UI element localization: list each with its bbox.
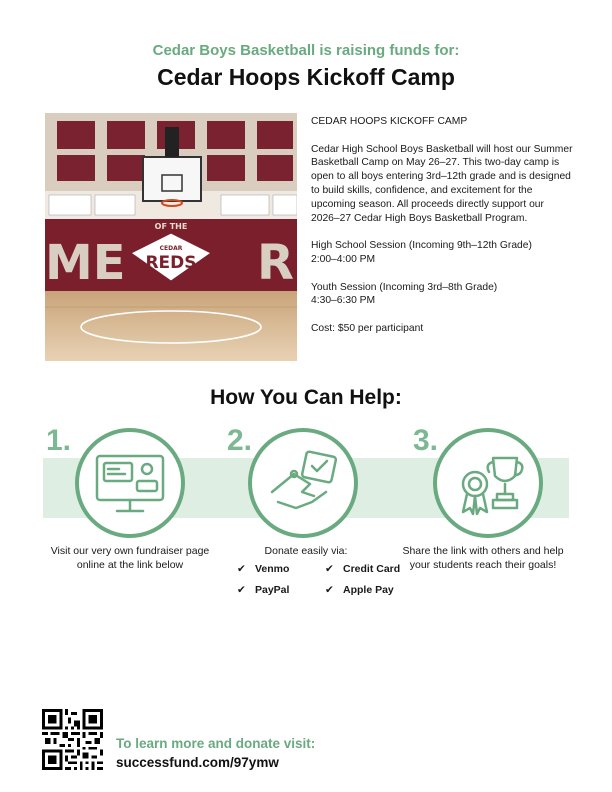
computer-icon [79,432,181,534]
description-body: Cedar High School Boys Basketball will host our Summer Basketball Camp on May 26–27. This two-day camp is open to all boys entering 3rd–12th grade and is designed to build skills, confidence, and excitement for the upcoming season. All proceeds directly support our 2026–27 Cedar High Boys Basketball Program. [311,143,573,224]
step-3-circle [433,428,543,538]
payment-credit-card-label: Credit Card [343,563,401,575]
step-3-number: 3. [413,424,439,457]
payment-paypal [237,584,289,596]
payment-apple-pay-label: Apple Pay [343,584,394,596]
step-2-text: Donate easily via: [264,545,348,557]
payment-paypal-label: PayPal [255,584,290,596]
session-youth-name: Youth Session (Incoming 3rd–8th Grade) [311,281,498,293]
logo-text: REDS [145,253,197,273]
step-1-circle [75,428,185,538]
session-high-school-time: 2:00–4:00 PM [311,253,376,265]
check-icon: ✔ [237,584,246,596]
step-3-text: Share the link with others and help your students reach their goals! [402,545,564,571]
step-1-number: 1. [46,424,72,457]
wall-letters-right: R [257,235,294,291]
check-icon: ✔ [325,584,334,596]
fundraiser-kicker: Cedar Boys Basketball is raising funds for: [152,42,460,59]
help-title: How You Can Help: [210,386,402,409]
session-high-school-name: High School Session (Incoming 9th–12th Grade) [311,240,532,252]
page-title: Cedar Hoops Kickoff Camp [157,64,455,90]
payment-venmo-label: Venmo [255,563,290,575]
camp-description [311,115,573,350]
payment-credit-card [325,563,400,575]
check-icon: ✔ [237,563,246,575]
description-heading: CEDAR HOOPS KICKOFF CAMP [311,116,468,127]
check-icon: ✔ [325,563,334,575]
qr-code-graphic [42,709,103,770]
session-youth-time: 4:30–6:30 PM [311,295,376,307]
gym-illustration [45,113,297,361]
hand-card-icon [252,432,354,534]
camp-cost: Cost: $50 per participant [311,322,424,334]
session-high-school [311,239,573,267]
step-1-text: Visit our very own fundraiser page online at the link below [50,545,210,571]
banner-text: OF THE [154,222,188,231]
session-youth [311,281,573,309]
step-2-number: 2. [227,424,253,457]
logo-small-text: CEDAR [159,245,183,252]
gym-photo [45,113,297,361]
trophy-medal-icon [437,432,539,534]
donate-cta: To learn more and donate visit: [116,736,316,751]
qr-code[interactable] [42,709,103,770]
payment-venmo [237,563,289,575]
payment-apple-pay [325,584,394,596]
step-2-circle [248,428,358,538]
wall-letters-left: ME [45,235,126,291]
donate-url[interactable]: successfund.com/97ymw [116,755,279,770]
